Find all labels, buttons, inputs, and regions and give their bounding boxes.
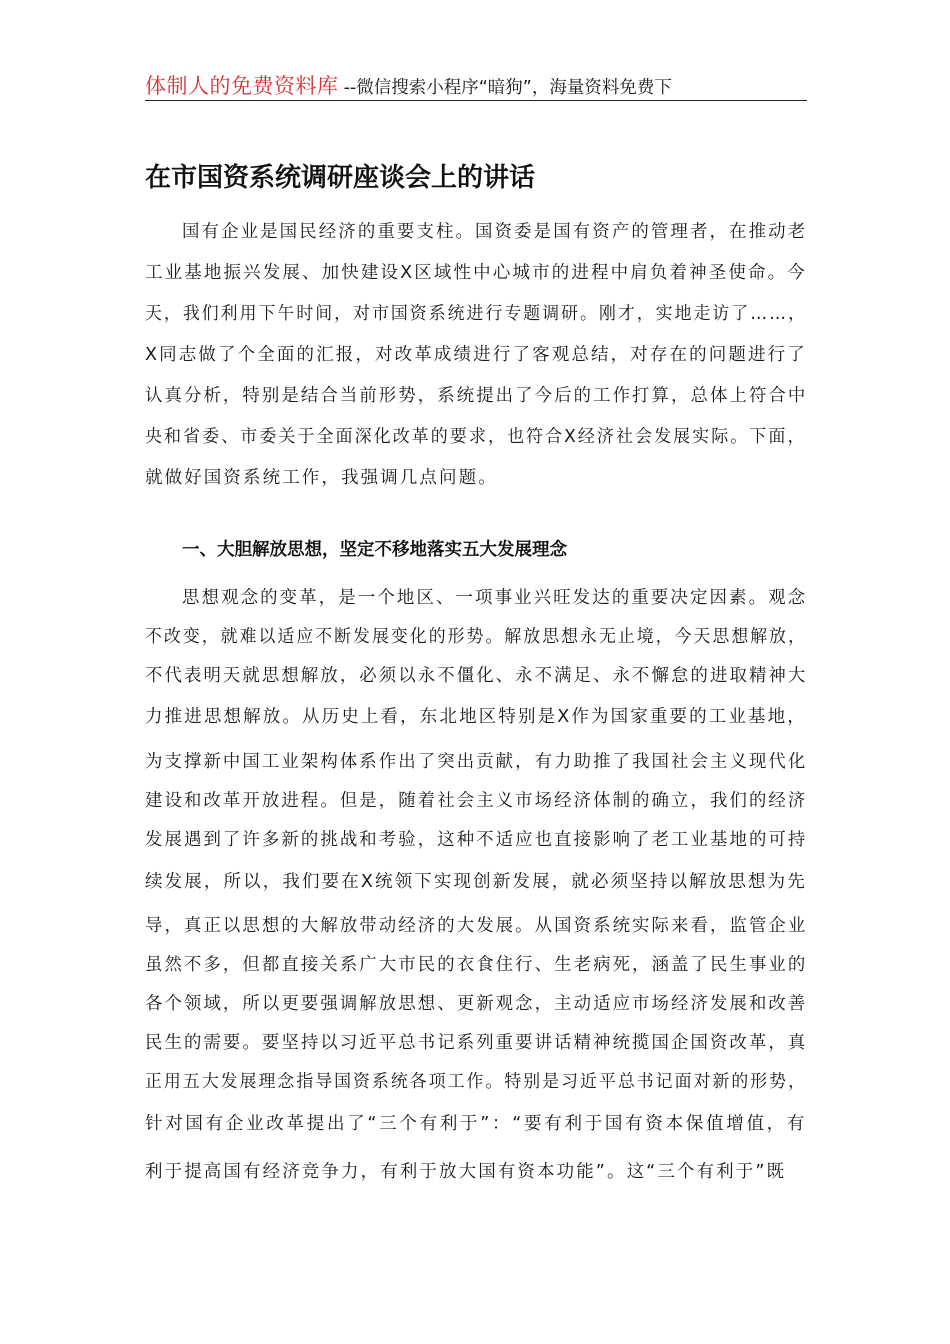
paragraph-line: 利于提高国有经济竞争力，有利于放大国有资本功能”。这“三个有利于”既 xyxy=(145,1162,787,1182)
header-brand: 体制人的免费资料库 xyxy=(145,74,339,98)
paragraph-line: 续发展，所以，我们要在X统领下实现创新发展，就必须坚持以解放思想为先 xyxy=(145,872,807,892)
paragraph-line: 就做好国资系统工作，我强调几点问题。 xyxy=(145,468,498,488)
paragraph-line: 为支撑新中国工业架构体系作出了突出贡献，有力助推了我国社会主义现代化 xyxy=(145,752,808,772)
paragraph-line: 导，真正以思想的大解放带动经济的大发展。从国资系统实际来看，监管企业 xyxy=(145,916,808,936)
paragraph-line: 不改变，就难以适应不断发展变化的形势。解放思想永无止境，今天思想解放， xyxy=(145,627,807,647)
page-header xyxy=(145,70,807,100)
paragraph-line: 建设和改革开放进程。但是，随着社会主义市场经济体制的确立，我们的经济 xyxy=(145,791,808,811)
paragraph-line: 民生的需要。要坚持以习近平总书记系列重要讲话精神统揽国企国资改革，真 xyxy=(145,1033,808,1053)
paragraph-line: 力推进思想解放。从历史上看，东北地区特别是X作为国家重要的工业基地， xyxy=(145,707,807,727)
paragraph-line: X同志做了个全面的汇报，对改革成绩进行了客观总结，对存在的问题进行了 xyxy=(145,345,807,365)
section-heading: 一、大胆解放思想，坚定不移地落实五大发展理念 xyxy=(182,540,567,560)
paragraph-line: 工业基地振兴发展、加快建设X区域性中心城市的进程中肩负着神圣使命。今 xyxy=(145,263,807,283)
paragraph-line: 针对国有企业改革提出了“三个有利于”：“要有利于国有资本保值增值，有 xyxy=(145,1114,808,1134)
paragraph-line: 国有企业是国民经济的重要支柱。国资委是国有资产的管理者，在推动老 xyxy=(182,222,808,242)
paragraph-line: 不代表明天就思想解放，必须以永不僵化、永不满足、永不懈怠的进取精神大 xyxy=(145,666,808,686)
paragraph-line: 思想观念的变革，是一个地区、一项事业兴旺发达的重要决定因素。观念 xyxy=(182,588,808,608)
paragraph-line: 各个领域，所以更要强调解放思想、更新观念，主动适应市场经济发展和改善 xyxy=(145,994,808,1014)
paragraph-line: 正用五大发展理念指导国资系统各项工作。特别是习近平总书记面对新的形势， xyxy=(145,1072,807,1092)
header-divider xyxy=(145,100,807,101)
document-title: 在市国资系统调研座谈会上的讲话 xyxy=(145,163,536,193)
paragraph-line: 虽然不多，但都直接关系广大市民的衣食住行、生老病死，涵盖了民生事业的 xyxy=(145,955,808,975)
paragraph-line: 天，我们利用下午时间，对市国资系统进行专题调研。刚才，实地走访了……， xyxy=(145,304,807,324)
paragraph-line: 央和省委、市委关于全面深化改革的要求，也符合X经济社会发展实际。下面， xyxy=(145,427,807,447)
header-tagline: --微信搜索小程序“暗狗”，海量资料免费下 xyxy=(343,78,672,98)
paragraph-line: 发展遇到了许多新的挑战和考验，这种不适应也直接影响了老工业基地的可持 xyxy=(145,830,808,850)
paragraph-line: 认真分析，特别是结合当前形势，系统提出了今后的工作打算，总体上符合中 xyxy=(145,386,808,406)
